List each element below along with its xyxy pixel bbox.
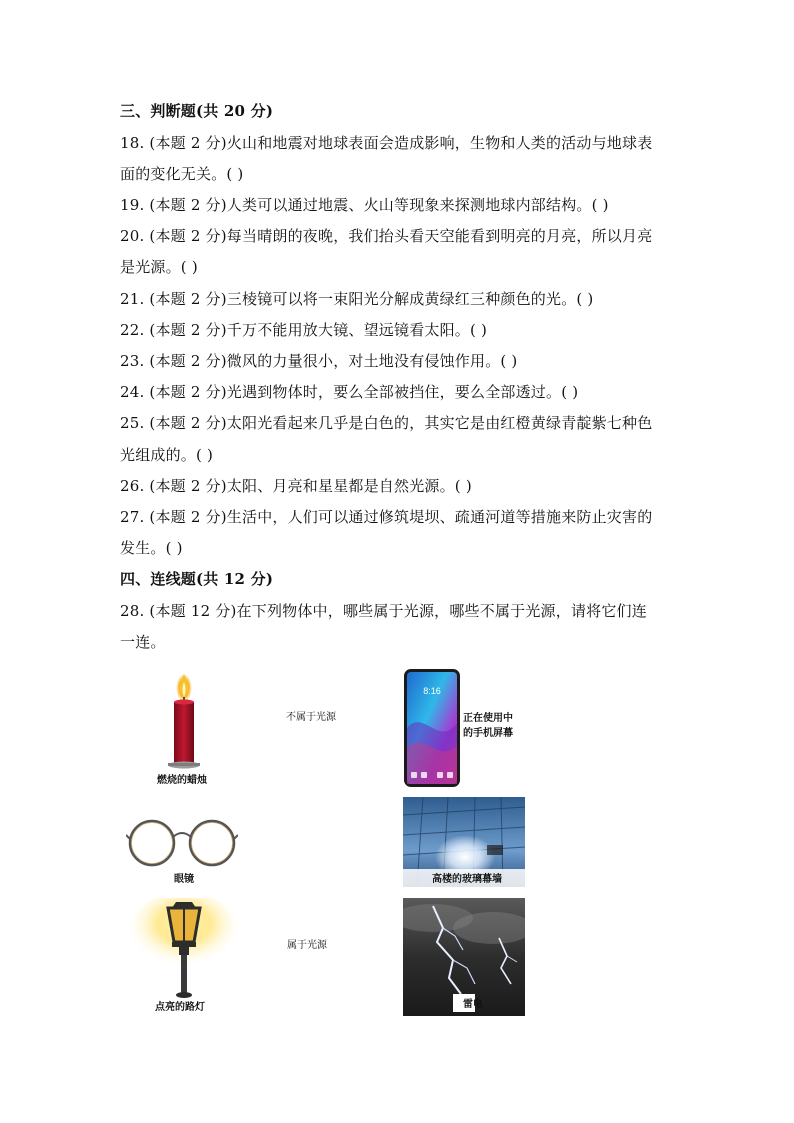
- question-27-line-1: 27. (本题 2 分)生活中，人们可以通过修筑堤坝、疏通河道等措施来防止灾害的: [120, 508, 653, 526]
- label-light-source: 属于光源: [287, 940, 327, 951]
- question-18-line-1: 18. (本题 2 分)火山和地震对地球表面会造成影响，生物和人类的活动与地球表: [120, 134, 653, 152]
- caption-glasses: 眼镜: [174, 874, 194, 885]
- question-28-line-2: 一连。: [120, 633, 166, 651]
- section-heading-matching: 四、连线题(共 12 分): [120, 570, 274, 588]
- question-20-line-2: 是光源。( ): [120, 258, 198, 276]
- glasses-image: [126, 815, 238, 867]
- question-19-line-1: 19. (本题 2 分)人类可以通过地震、火山等现象来探测地球内部结构。( ): [120, 196, 609, 214]
- caption-lightning: 雷电: [463, 999, 483, 1010]
- caption-street-lamp: 点亮的路灯: [155, 1002, 205, 1013]
- question-20-line-1: 20. (本题 2 分)每当晴朗的夜晚，我们抬头看天空能看到明亮的月亮，所以月亮: [120, 227, 653, 245]
- question-25-line-2: 光组成的。( ): [120, 446, 214, 464]
- caption-glass-curtain-wall: 高楼的玻璃幕墙: [432, 874, 502, 885]
- street-lamp-image: [126, 898, 238, 998]
- question-23-line-1: 23. (本题 2 分)微风的力量很小，对土地没有侵蚀作用。( ): [120, 352, 518, 370]
- caption-candle: 燃烧的蜡烛: [157, 775, 207, 786]
- question-27-line-2: 发生。( ): [120, 539, 183, 557]
- question-24-line-1: 24. (本题 2 分)光遇到物体时，要么全部被挡住，要么全部透过。( ): [120, 383, 579, 401]
- question-25-line-1: 25. (本题 2 分)太阳光看起来几乎是白色的，其实它是由红橙黄绿青靛紫七种色: [120, 414, 653, 432]
- question-18-line-2: 面的变化无关。( ): [120, 165, 244, 183]
- candle-image: [160, 672, 208, 772]
- question-22-line-1: 22. (本题 2 分)千万不能用放大镜、望远镜看太阳。( ): [120, 321, 488, 339]
- question-28-line-1: 28. (本题 12 分)在下列物体中，哪些属于光源，哪些不属于光源，请将它们连: [120, 602, 647, 620]
- question-26-line-1: 26. (本题 2 分)太阳、月亮和星星都是自然光源。( ): [120, 477, 472, 495]
- question-21-line-1: 21. (本题 2 分)三棱镜可以将一束阳光分解成黄绿红三种颜色的光。( ): [120, 290, 594, 308]
- phone-time: 8:16: [423, 686, 441, 696]
- section-heading-judgement: 三、判断题(共 20 分): [120, 102, 274, 120]
- label-not-light-source: 不属于光源: [286, 712, 336, 723]
- caption-phone: 正在使用中 的手机屏幕: [463, 713, 513, 739]
- phone-image: [403, 668, 461, 788]
